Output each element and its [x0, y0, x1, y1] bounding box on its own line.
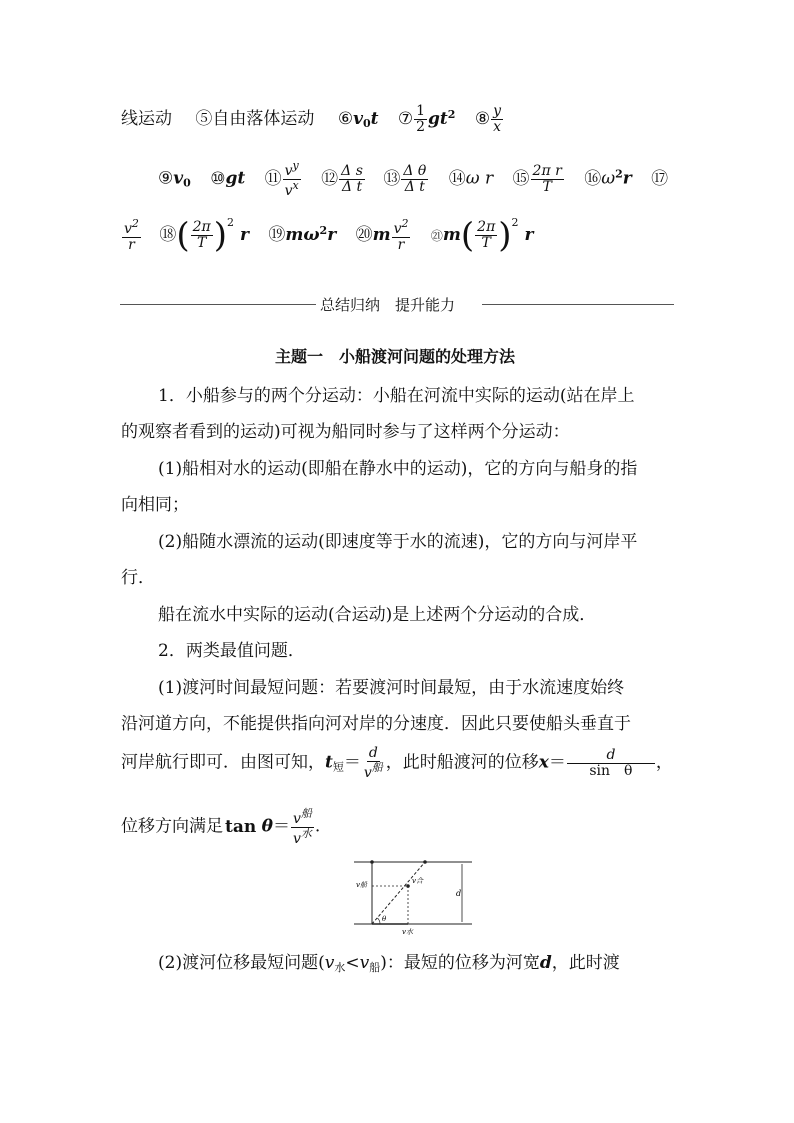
- math-var: v: [292, 811, 301, 827]
- circled-number: ⑮: [512, 168, 530, 189]
- fraction: [414, 104, 427, 134]
- circled-number: ⑩: [210, 168, 226, 189]
- frac-num: d: [567, 748, 655, 764]
- math-var: x: [538, 752, 549, 773]
- text: <: [345, 953, 360, 973]
- paragraph-line-formula: [158, 948, 620, 975]
- circled-number: ⑰: [651, 168, 669, 189]
- math-sub: 短: [332, 760, 344, 774]
- math-sup: 2: [226, 216, 234, 229]
- frac-den: T: [481, 235, 491, 251]
- frac-num: 2π: [192, 219, 211, 236]
- theta-arc: [378, 918, 381, 924]
- answer-line-1: [121, 104, 504, 135]
- math-var: v: [393, 221, 402, 238]
- math-var: ω: [601, 168, 616, 189]
- math-var: θ: [261, 816, 273, 837]
- circled-number: ⑭: [448, 168, 466, 189]
- label-v-sum: v合: [412, 877, 423, 885]
- paragraph-line: 向相同；: [121, 495, 189, 515]
- fraction: [392, 218, 411, 252]
- label-v-boat: v船: [356, 881, 367, 889]
- math-sup: 2: [319, 224, 328, 237]
- text: 位移方向满足: [121, 816, 223, 837]
- circled-number: ⑤: [195, 109, 213, 129]
- topic-title: 主题一 小船渡河问题的处理方法: [275, 347, 516, 366]
- fraction: [122, 218, 141, 252]
- circled-number: ⑧: [474, 109, 491, 129]
- math-var: v: [284, 182, 293, 199]
- paragraph-line: 行．: [121, 568, 155, 588]
- fraction: [191, 220, 213, 250]
- frac-num: y: [493, 103, 502, 120]
- fraction: [339, 164, 365, 194]
- text: )：最短的位移为河宽: [380, 953, 540, 973]
- circled-number: ⑳: [355, 225, 373, 245]
- paragraph-line: (1)渡河时间最短问题：若要渡河时间最短，由于水流速度始终: [158, 678, 625, 698]
- divider-line-right: [482, 304, 674, 305]
- frac-den: r: [397, 237, 405, 253]
- paragraph-line: 船在流水中实际的运动(合运动)是上述两个分运动的合成．: [158, 605, 597, 625]
- text: ，此时船渡河的位移: [385, 752, 539, 773]
- frac-den: T: [196, 235, 207, 251]
- circled-number: ⑦: [397, 109, 414, 129]
- paragraph-line: (2)船随水漂流的运动(即速度等于水的流速)，它的方向与河岸平: [158, 532, 638, 552]
- text: 河岸航行即可．由图可知，: [121, 752, 325, 773]
- math-var: v: [292, 830, 301, 847]
- text: (2)渡河位移最短问题(: [158, 953, 325, 973]
- section-divider-title: 总结归纳 提升能力: [320, 296, 456, 314]
- math-var: v: [353, 109, 363, 129]
- math-var: v: [173, 168, 184, 189]
- circled-number: ⑲: [268, 225, 286, 245]
- label-theta: θ: [382, 915, 387, 923]
- fraction: [531, 164, 564, 194]
- math-sub: 0: [183, 176, 191, 190]
- fraction: [401, 164, 428, 194]
- paragraph-line: 沿河道方向，不能提供指向河对岸的分速度．因此只要使船头垂直于: [121, 714, 631, 734]
- math-sup: x: [292, 178, 299, 192]
- math-var: m: [372, 225, 391, 245]
- text: ，: [655, 752, 673, 773]
- frac-den: Δ t: [341, 178, 363, 195]
- river-crossing-figure: [352, 857, 476, 937]
- fraction: [362, 746, 385, 780]
- paragraph-line: (1)船相对水的运动(即船在静水中的运动)，它的方向与船身的指: [158, 459, 638, 479]
- text: ＝: [272, 816, 290, 837]
- math-var: gt: [428, 109, 448, 129]
- math-var: v: [324, 953, 335, 973]
- frac-num: 1: [416, 103, 426, 120]
- fraction: [283, 160, 301, 198]
- frac-den: [283, 180, 301, 199]
- math-sub: 0: [362, 117, 371, 130]
- divider-line-left: [120, 304, 316, 305]
- math-sub: 船: [369, 961, 381, 974]
- frac-num: Δ θ: [403, 163, 427, 179]
- frac-num: d: [368, 745, 378, 761]
- fraction: [567, 748, 655, 778]
- paragraph-line: 1．小船参与的两个分运动：小船在河流中实际的运动(站在岸上: [158, 386, 635, 406]
- frac-num: 2π r: [532, 163, 562, 179]
- frac-den: 2: [416, 119, 426, 135]
- circled-number: ⑪: [264, 168, 282, 189]
- math-sub: 船: [371, 760, 383, 774]
- text: ＝: [548, 752, 566, 773]
- math-sub: 船: [300, 807, 312, 820]
- math-var: v: [363, 764, 372, 781]
- frac-den: [362, 762, 385, 781]
- circled-number: ⑬: [383, 168, 401, 189]
- text: ＝: [343, 752, 361, 773]
- math-var: v: [284, 163, 293, 179]
- frac-num: [122, 218, 141, 238]
- label-v-water: v水: [402, 928, 413, 936]
- frac-den: sin θ: [589, 762, 633, 779]
- fraction: [491, 104, 503, 134]
- math-var: t: [370, 109, 379, 129]
- answer-line-2: [158, 160, 668, 198]
- frac-num: [392, 218, 411, 238]
- math-sup: 2: [401, 217, 409, 231]
- frac-num: [291, 808, 314, 828]
- math-var: r: [622, 168, 632, 189]
- paragraph-line-formula: [121, 808, 320, 846]
- math-sub: 水: [300, 826, 312, 840]
- fraction: [291, 808, 314, 846]
- circled-number: ⑯: [584, 168, 602, 189]
- math-sub: 水: [334, 961, 346, 974]
- text: .: [314, 816, 321, 837]
- frac-den: x: [493, 119, 502, 135]
- v-sum-vector: [372, 862, 425, 924]
- math-var: v: [359, 953, 370, 973]
- math-sup: y: [292, 159, 299, 172]
- left-paren: (: [460, 215, 475, 256]
- fraction: [475, 220, 497, 250]
- right-paren: ): [498, 215, 512, 256]
- answer-line-3: [121, 215, 534, 256]
- math-var: d: [539, 953, 552, 973]
- math-var: m: [442, 225, 461, 245]
- math-var: t: [325, 752, 333, 773]
- paragraph-line: 的观察者看到的运动)可视为船同时参与了这样两个分运动：: [121, 422, 570, 442]
- math-var: v: [124, 221, 132, 238]
- frac-num: Δ s: [341, 163, 363, 179]
- circled-number: ⑱: [159, 225, 177, 245]
- text: ，此时渡: [551, 953, 620, 973]
- frac-den: T: [542, 178, 552, 195]
- frac-den: Δ t: [404, 178, 425, 195]
- math-var: r: [239, 225, 249, 245]
- math-var: r: [327, 225, 337, 245]
- answer-text: 自由落体运动: [212, 109, 315, 129]
- math-sup: 2: [447, 108, 456, 121]
- answer-text: 线运动: [121, 109, 172, 129]
- math-sup: 2: [131, 217, 139, 231]
- paragraph-line: 2．两类最值问题．: [158, 641, 305, 661]
- left-paren: (: [176, 215, 190, 256]
- frac-num: [283, 160, 301, 180]
- frac-num: 2π: [477, 219, 496, 236]
- paragraph-line-formula: [121, 746, 673, 780]
- circled-number: ㉑: [430, 229, 443, 243]
- point-top-left: [370, 860, 374, 864]
- circled-number: ⑨: [158, 168, 174, 189]
- math-var: mω: [285, 225, 320, 245]
- label-d: d: [456, 889, 462, 898]
- math-sup: 2: [615, 167, 623, 181]
- math-func: tan: [225, 816, 257, 837]
- right-paren: ): [213, 215, 227, 256]
- circled-number: ⑥: [337, 109, 354, 129]
- frac-den: [291, 828, 314, 847]
- math-sup: 2: [511, 216, 519, 229]
- math-var: ω r: [465, 168, 494, 189]
- frac-den: r: [128, 237, 135, 253]
- math-var: r: [524, 225, 534, 245]
- math-var: gt: [225, 168, 246, 189]
- circled-number: ⑫: [321, 168, 339, 189]
